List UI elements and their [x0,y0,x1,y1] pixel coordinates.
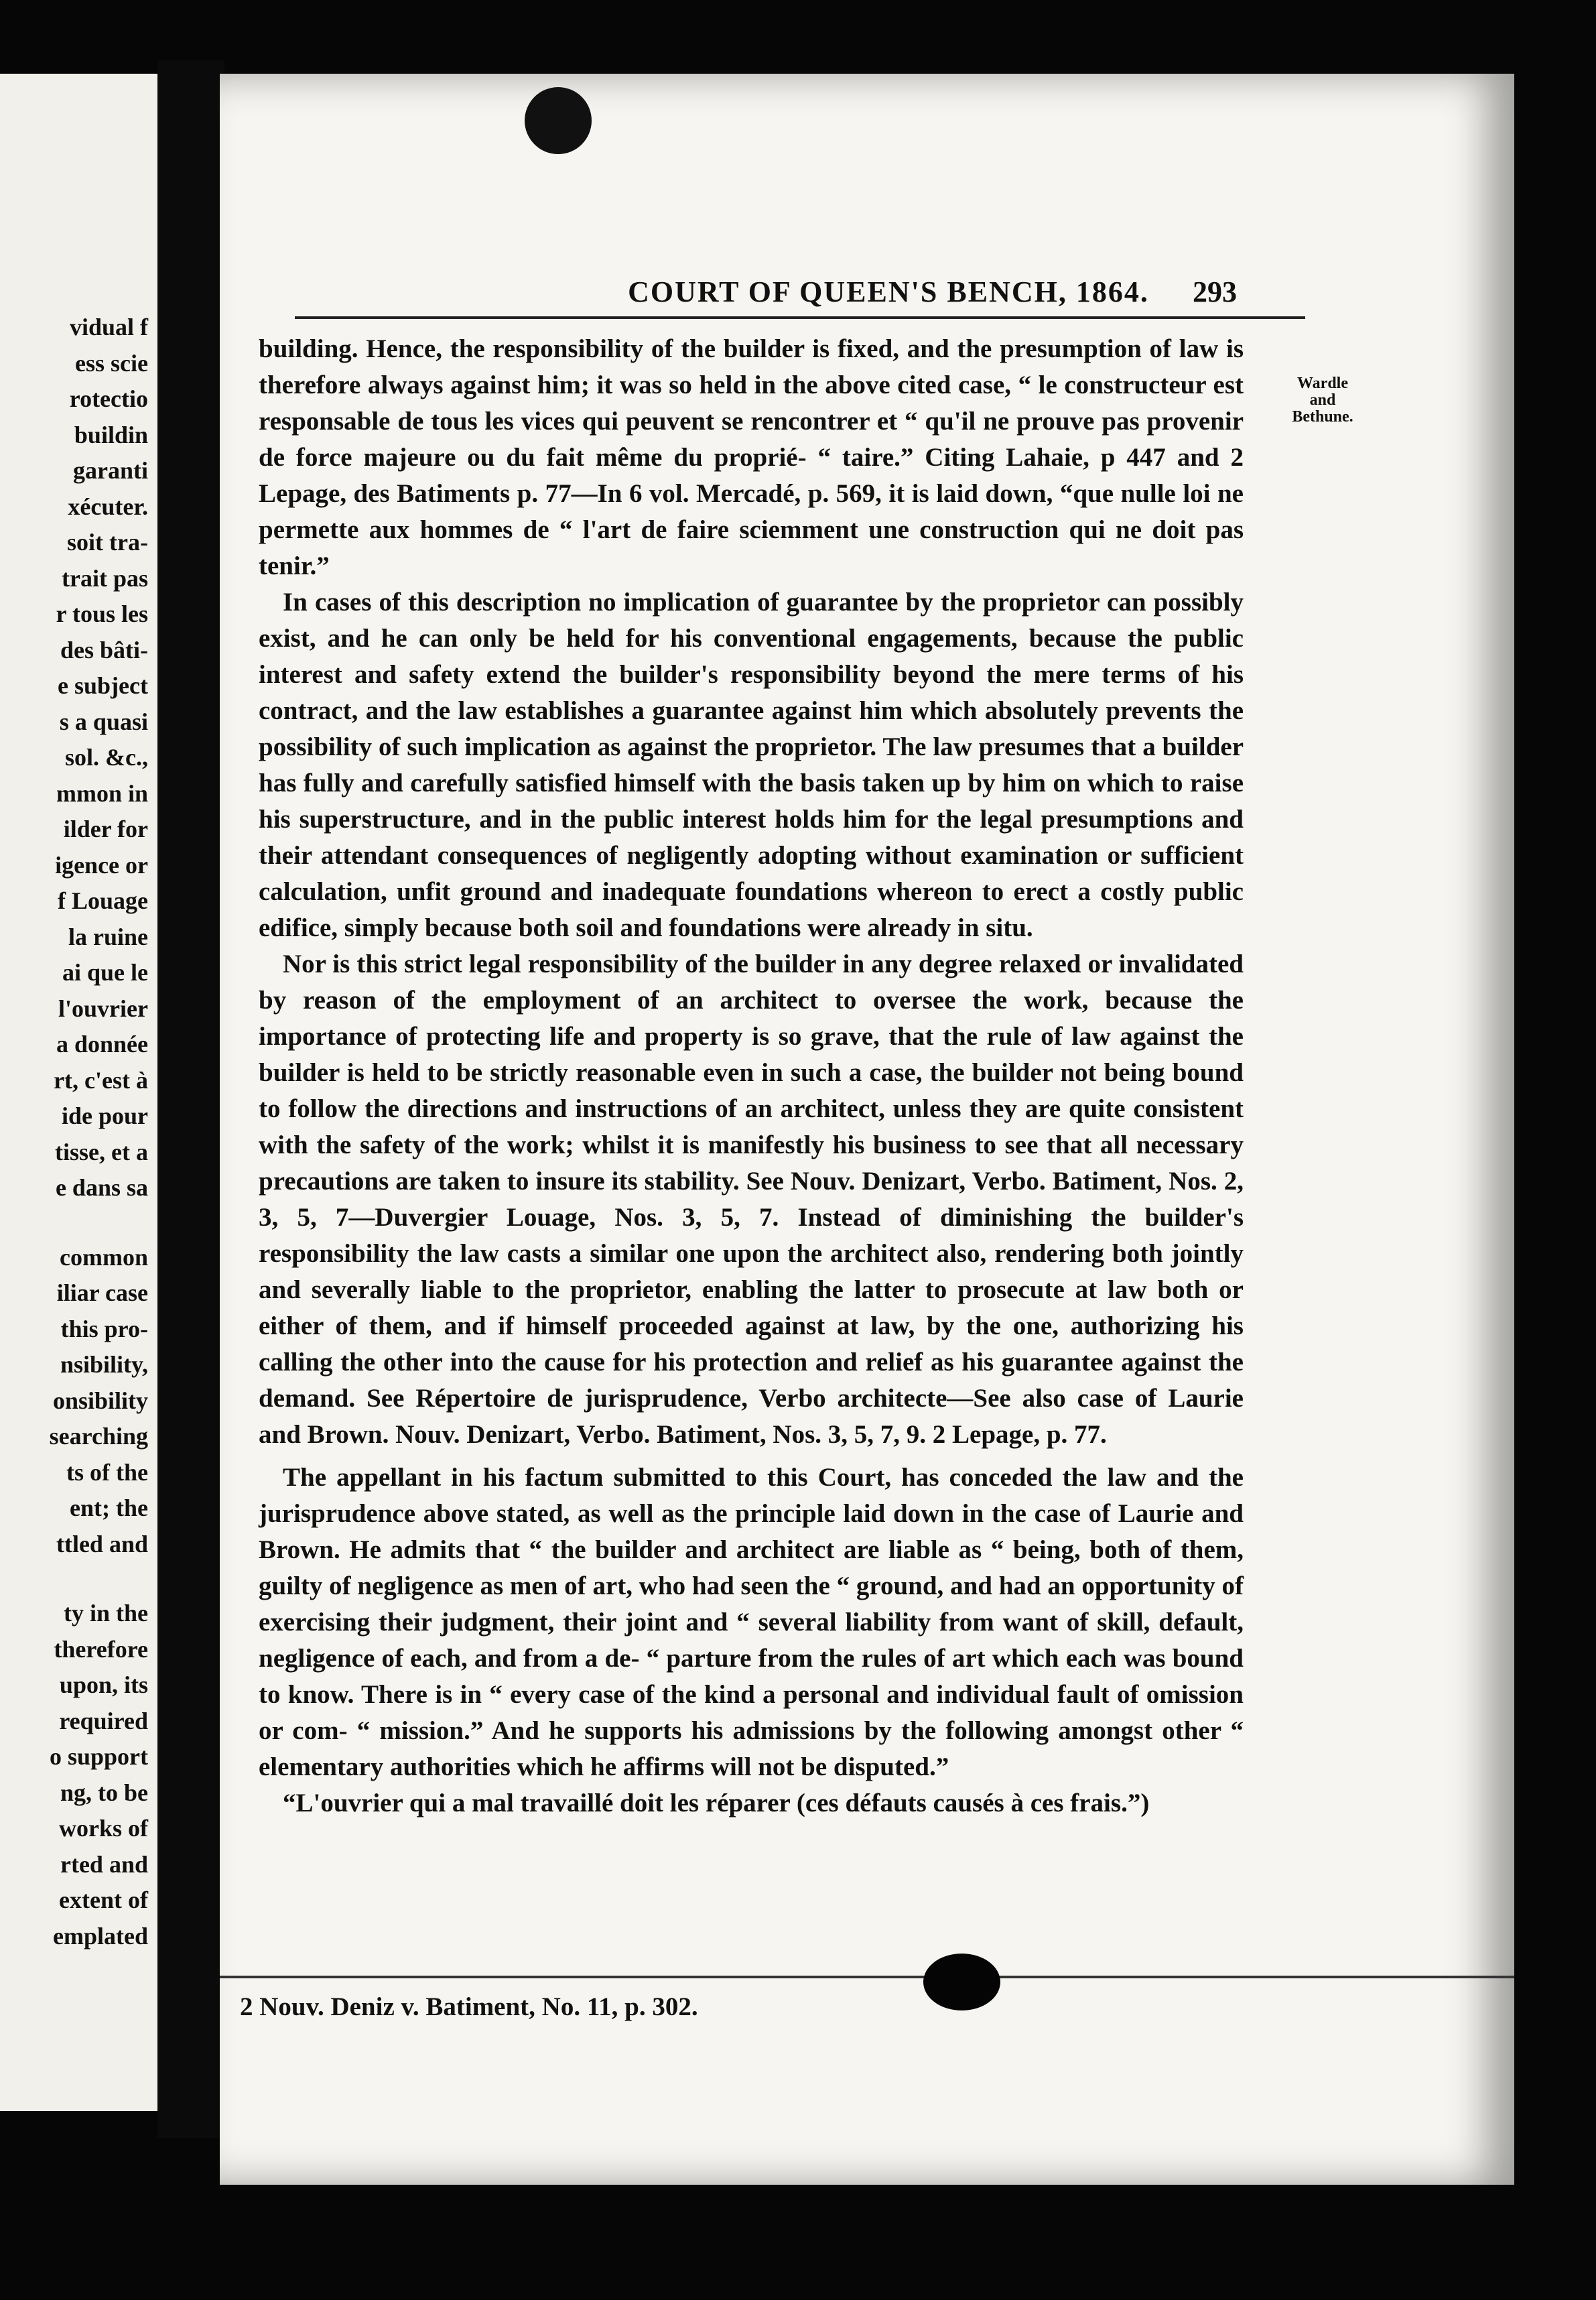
facing-page-line: ent; the [70,1494,148,1521]
facing-page-line: l'ouvrier [58,995,148,1022]
facing-page-line: ilder for [63,816,148,842]
facing-page-line: ess scie [75,349,148,377]
facing-page-line: emplated [53,1922,148,1950]
page-293 [220,74,1514,2185]
facing-page-line: garanti [73,457,148,484]
footnote: 2 Nouv. Deniz v. Batiment, No. 11, p. 302. [240,1992,698,2021]
facing-page-line: soit tra- [67,529,148,556]
facing-page-line: ng, to be [60,1779,148,1806]
facing-page-line: ide pour [61,1102,148,1129]
facing-page-line: la ruine [68,923,148,950]
page-number: 293 [1193,275,1237,308]
facing-page-line: onsibility [52,1387,148,1414]
facing-page-line: sol. &c., [65,744,148,771]
facing-page-fragment [0,74,157,2111]
facing-page-line: f Louage [58,887,148,914]
paragraph: The appellant in his factum submitted to this Court, has conceded the law and the jurisprudence above stated, as well as the principle laid down in the case of Laurie and Brown. He admits that “ the builder and architect are liable as “ being, both of them, guilty of negligence as men of art, who had seen the “ ground, and had an opportunity of exercising their judgment, their joint and “ several liability from want of skill, default, negligence of each, and from a de- “ parture from the rules of art which each was bound to know. There is in “ every case of the kind a personal and individual fault of omission or com- “ mission.” And he supports his admissions by the following amongst other “ elementary authorities which he affirms will not be disputed.” [259,1463,1244,1781]
facing-page-line: mmon in [56,779,148,807]
facing-page-line: ty in the [64,1600,148,1626]
facing-page-line: des bâti- [60,636,148,663]
facing-page-line: rt, c'est à [54,1066,148,1094]
facing-page-line: r tous les [56,600,148,627]
header-rule [295,316,1305,319]
book-spine [157,60,224,2138]
facing-page-line: rotectio [69,385,148,412]
facing-page-line: igence or [55,851,148,879]
facing-page-line: rted and [60,1850,148,1878]
body-text [259,331,1244,1822]
quoted-line: “L'ouvrier qui a mal travaillé doit les réparer (ces défauts causés à ces frais.”) [283,1789,1150,1817]
facing-page-line: iliar case [56,1279,148,1306]
facing-page-line: ts of the [66,1458,148,1486]
facing-page-line: ai que le [62,959,148,986]
paragraph: building. Hence, the responsibility of the builder is fixed, and the presumption of law is therefore always against him; it was so held in the above cited case, “ le constructeur est responsable de tous les vices qui peuvent se rencontrer et “ qu'il ne prouve pas provenir de force majeure ou du fait même du proprié- “ taire.” Citing Lahaie, p 447 and 2 Lepage, des Batiments p. 77—In 6 vol. Mercadé, p. 569, it is laid down, “que nulle loi ne permette aux hommes de “ l'art de faire sciemment une construction qui ne doit pas tenir.” [259,334,1244,580]
paragraph: In cases of this description no implication of guarantee by the proprietor can possibly exist, and he can only be held for his conventional engagements, because the public interest and safety extend the builder's responsibility beyond the mere terms of his contract, and the law establishes a guarantee against him which absolutely prevents the possibility of such implication as against the proprietor. The law presumes that a builder has fully and carefully satisfied himself with the basis taken up by him on which to raise his superstructure, and in the public interest holds him for the legal presumptions and their attendant consequences of negligently adopting without examination or sufficient calculation, unfit ground and inadequate foundations whereon to erect a costly public edifice, simply because both soil and foundations were already in situ. [259,588,1244,942]
facing-page-line: works of [59,1815,148,1842]
ink-blot-mark [525,87,592,154]
facing-page-line: s a quasi [59,708,148,735]
facing-page-line: extent of [59,1887,148,1913]
sidenote-line: Wardle [1297,375,1348,392]
facing-page-line: buildin [74,421,148,448]
paragraph: Nor is this strict legal responsibility of the builder in any degree relaxed or invalidated by reason of the employment of an architect to oversee the work, because the importance of protecting life and property is so grave, that the rule of law against the builder is held to be strictly reasonable even in such a case, the builder not being bound to follow the directions and instructions of an architect, unless they are quite consistent with the safety of the work; whilst it is manifestly his business to see that all necessary precautions are taken to insure its stability. See Nouv. Denizart, Verbo. Batiment, Nos. 2, 3, 5, 7—Duvergier Louage, Nos. 3, 5, 7. Instead of diminishing the builder's responsibility the law casts a similar one upon the architect also, rendering both jointly and severally liable to the proprietor, enabling the latter to prosecute at law both or either of them, and if himself proceeded against at law, by the one, authorizing his calling the other into the cause for his protection and relief as his guarantee against the demand. See Répertoire de jurisprudence, Verbo architecte—See also case of Laurie and Brown. Nouv. Denizart, Verbo. Batiment, Nos. 3, 5, 7, 9. 2 Lepage, p. 77. [259,950,1244,1449]
facing-page-line: o support [49,1743,148,1770]
facing-page-line: nsibility, [60,1351,148,1378]
facing-page-line: vidual f [69,314,148,340]
facing-page-line: tisse, et a [55,1138,148,1165]
facing-page-line: e dans sa [55,1174,148,1201]
facing-page-line: therefore [54,1635,148,1663]
facing-page-line: a donnée [56,1031,148,1058]
running-header: COURT OF QUEEN'S BENCH, 1864. [628,275,1149,308]
facing-page-line: upon, its [59,1671,148,1698]
facing-page-line: ttled and [56,1530,148,1557]
footnote-rule [220,1976,1514,1978]
facing-page-line: required [59,1707,148,1734]
facing-page-line: xécuter. [68,493,148,520]
case-sidenote [1269,375,1376,426]
facing-page-line: common [60,1243,148,1271]
facing-page-line: trait pas [62,564,148,592]
facing-page-line: searching [49,1423,148,1450]
facing-page-line: e subject [58,672,148,699]
sidenote-line: Bethune. [1292,408,1353,426]
sidenote-line: and [1309,391,1336,409]
facing-page-line: this pro- [60,1315,148,1342]
